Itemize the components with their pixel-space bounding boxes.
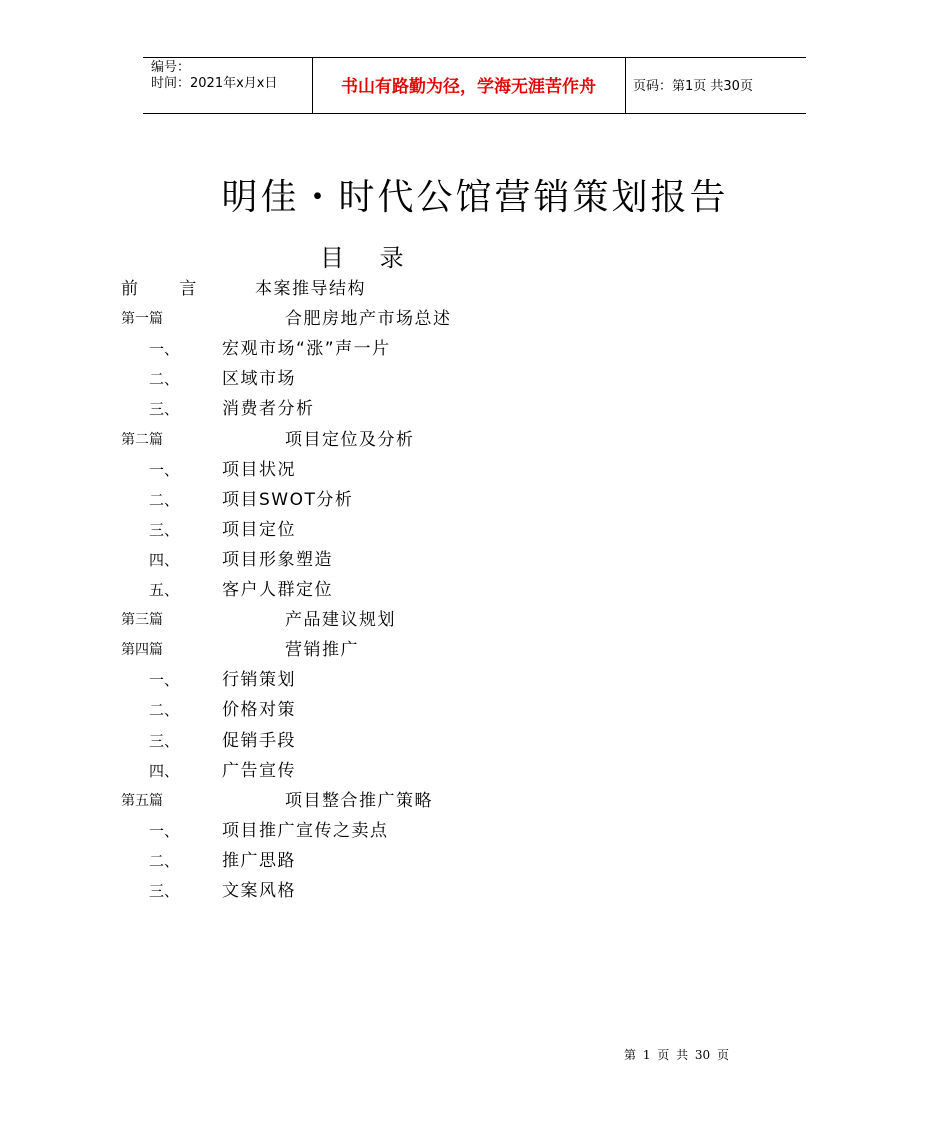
- toc-entry-number: 第二篇: [121, 431, 163, 448]
- header-meta-cell: [143, 58, 313, 113]
- toc-entry-number: 前 言: [121, 279, 215, 299]
- toc-entry-number: 一、: [149, 671, 180, 690]
- toc-entry-title: 合肥房地产市场总述: [285, 309, 452, 330]
- header-page-cell: [625, 58, 806, 113]
- toc-entry-title: 广告宣传: [222, 760, 296, 781]
- toc-entry-number: 一、: [149, 340, 180, 359]
- toc-entry-title: 行销策划: [222, 670, 296, 691]
- toc-entry-number: 五、: [149, 581, 180, 599]
- toc-entry-title: 项目形象塑造: [222, 549, 333, 570]
- toc-entry-title: 项目定位及分析: [285, 429, 415, 450]
- toc-entry-number: 第一篇: [121, 311, 163, 328]
- toc-entry-number: 二、: [149, 701, 180, 720]
- toc-entry-number: 二、: [149, 370, 180, 389]
- header-motto-cell: [312, 58, 626, 113]
- toc-entry-number: 第五篇: [121, 792, 163, 809]
- toc-entry-number: 三、: [149, 731, 180, 750]
- toc-entry-number: 第三篇: [121, 612, 163, 629]
- toc-entry-number: 四、: [149, 550, 180, 569]
- toc-heading: 目 录: [320, 244, 418, 272]
- toc-entry-title: 本案推导结构: [255, 279, 366, 299]
- toc-entry-title: 促销手段: [222, 730, 296, 751]
- toc-entry-title: 文案风格: [222, 881, 296, 901]
- toc-entry-number: 三、: [149, 400, 180, 419]
- toc-entry-number: 二、: [149, 851, 180, 870]
- toc-entry-title: 产品建议规划: [285, 610, 396, 631]
- toc-entry-title: 项目状况: [222, 459, 296, 480]
- toc-entry-title: 消费者分析: [222, 399, 315, 420]
- document-title: 明佳・时代公馆营销策划报告: [221, 177, 729, 218]
- page-header: [143, 57, 806, 114]
- toc-entry-title: 区域市场: [222, 369, 296, 390]
- document-time-label: 时间：2021年x月x日: [151, 76, 278, 91]
- toc-entry-number: 一、: [149, 460, 180, 479]
- toc-entry-number: 一、: [149, 821, 180, 840]
- toc-entry-title: 项目定位: [222, 519, 296, 540]
- toc-entry-number: 二、: [149, 490, 180, 509]
- toc-entry-title: 营销推广: [285, 640, 359, 661]
- toc-entry-title: 客户人群定位: [222, 580, 333, 600]
- toc-entry-title: 项目整合推广策略: [285, 790, 433, 811]
- toc-entry-title: 项目SWOT分析: [222, 489, 354, 510]
- toc-entry-title: 推广思路: [222, 850, 296, 871]
- toc-entry-number: 第四篇: [121, 642, 163, 659]
- toc-entry-title: 宏观市场“涨”声一片: [222, 339, 391, 360]
- header-page-info: 页码：第1页 共30页: [633, 79, 753, 94]
- header-motto: 书山有路勤为径，学海无涯苦作舟: [341, 77, 596, 97]
- toc-entry-title: 价格对策: [222, 700, 296, 721]
- toc-entry-number: 三、: [149, 520, 180, 539]
- document-number-label: 编号：: [151, 60, 191, 75]
- toc-entry-number: 三、: [149, 882, 180, 900]
- page-footer: 第 1 页 共 30 页: [624, 1048, 729, 1062]
- toc-entry-title: 项目推广宣传之卖点: [222, 820, 389, 841]
- toc-entry-number: 四、: [149, 761, 180, 780]
